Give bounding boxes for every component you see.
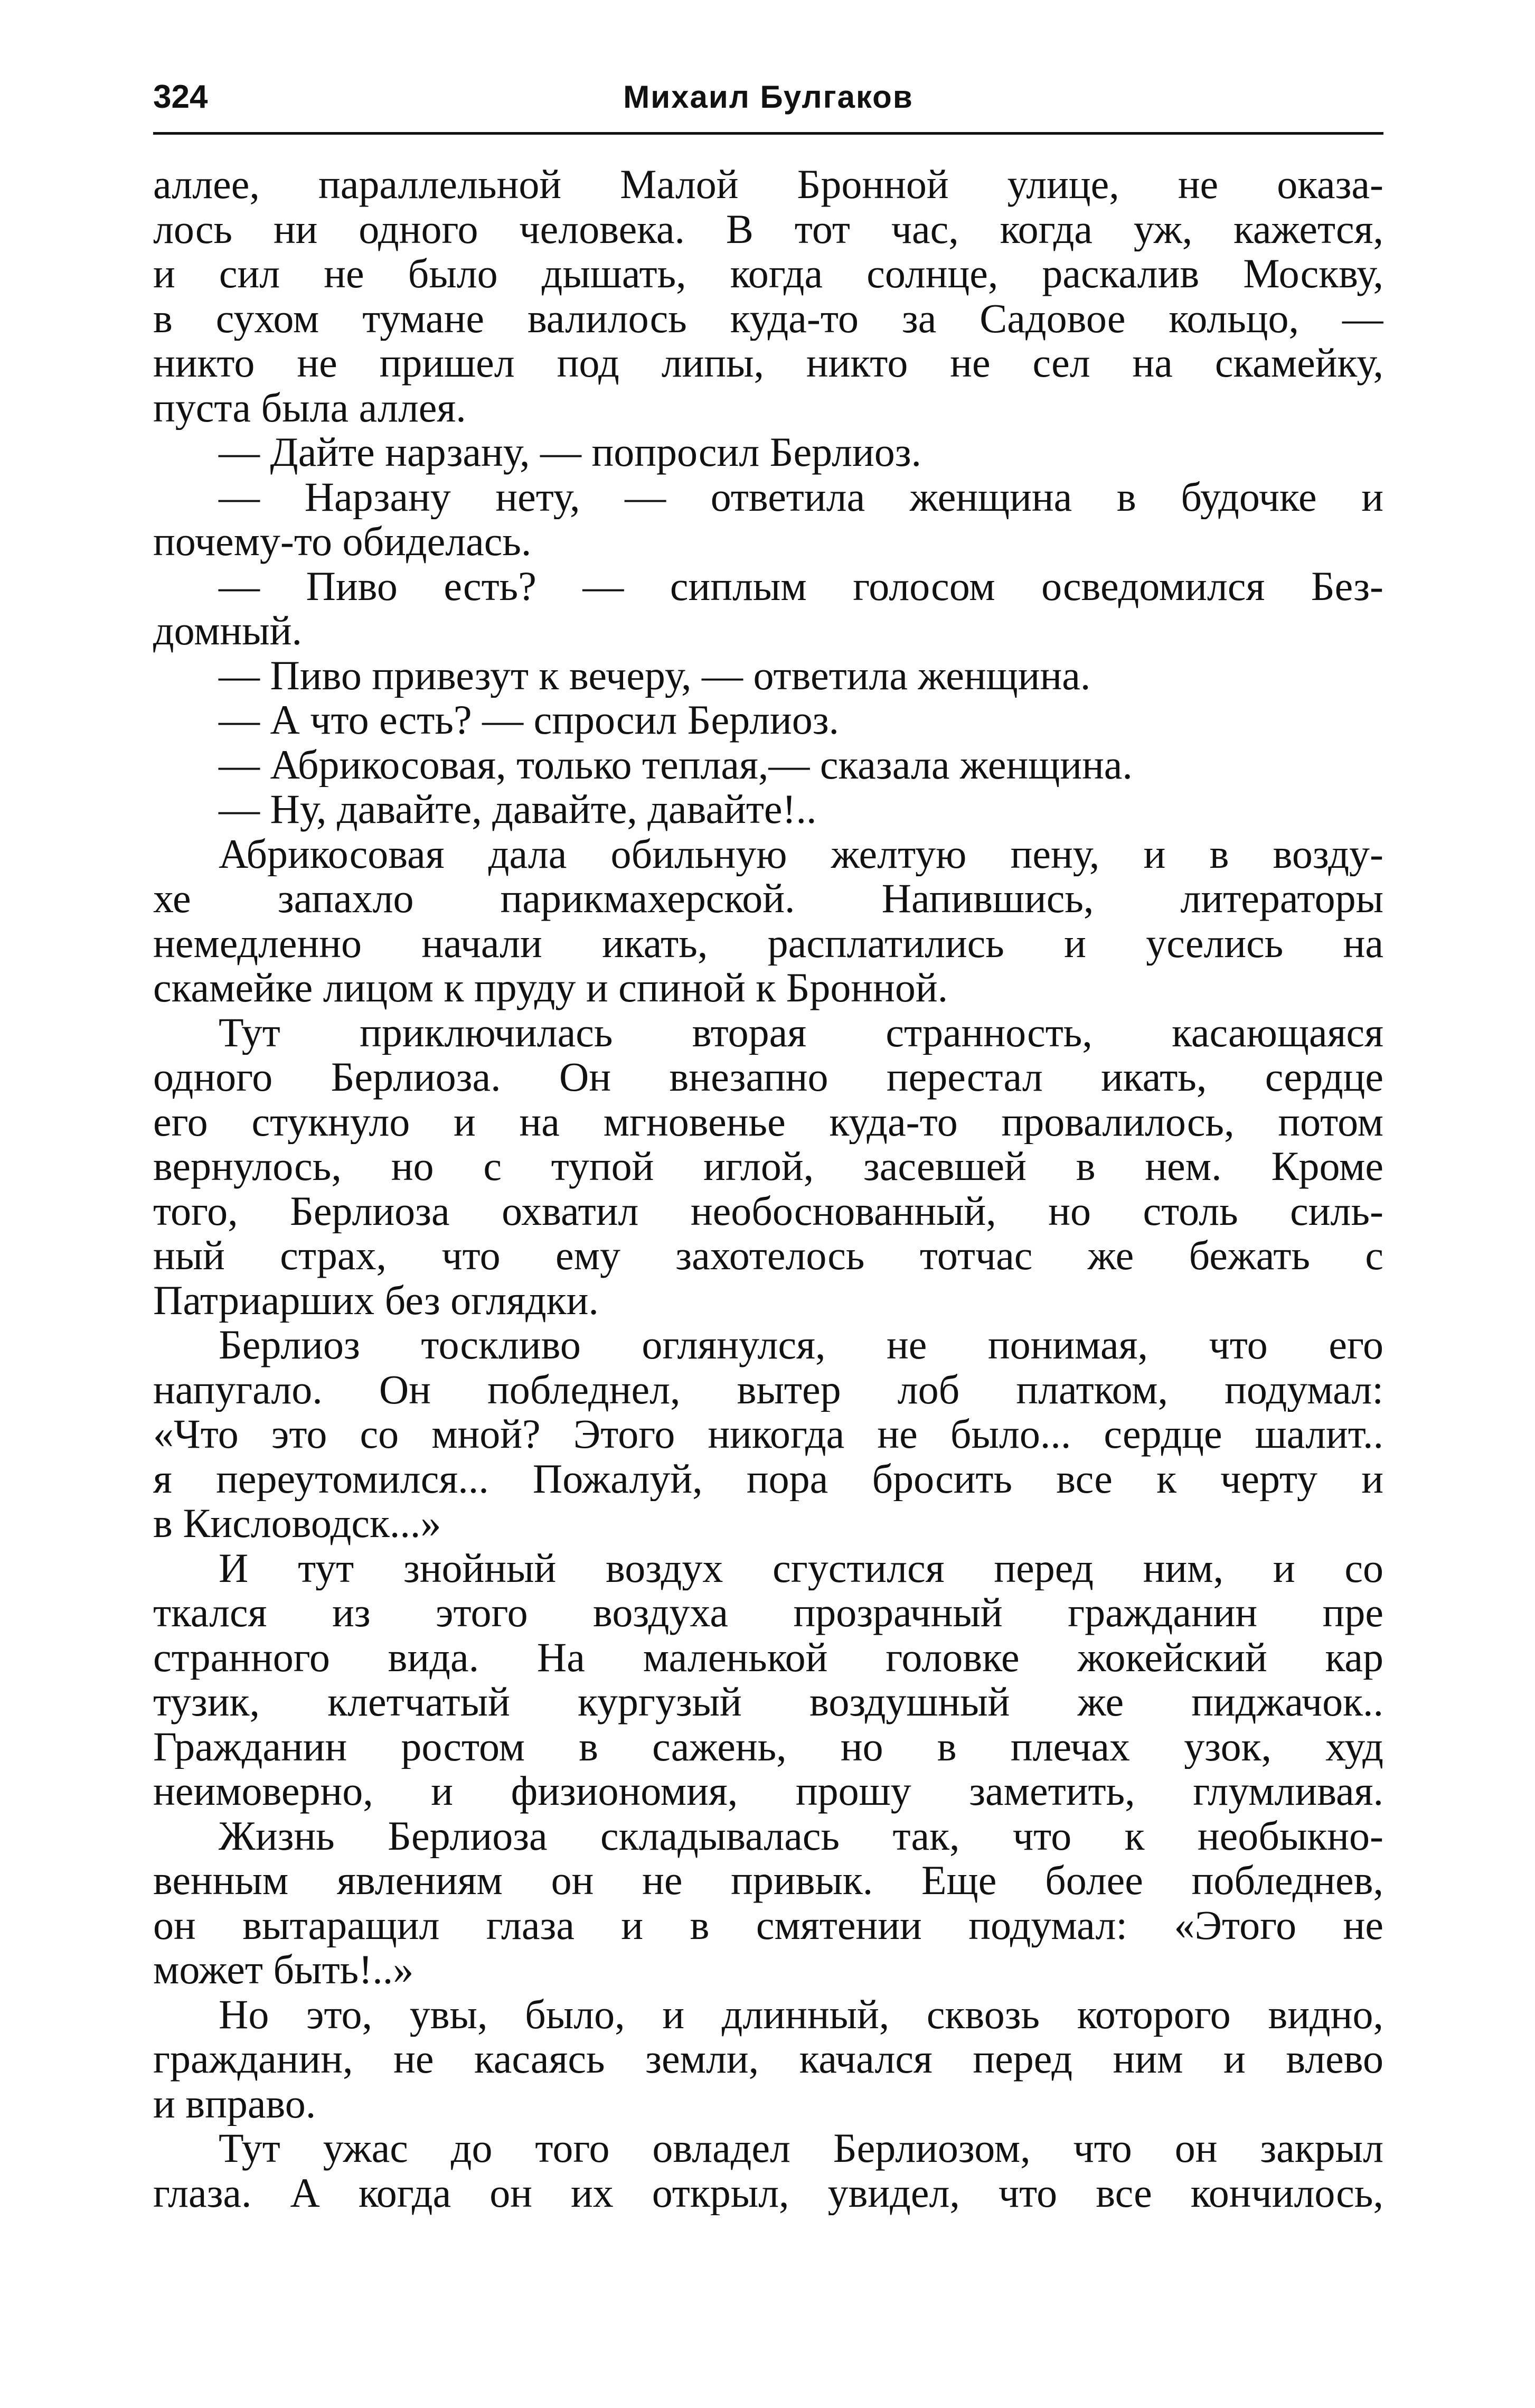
book-page	[153, 63, 1383, 2377]
text-line: Абрикосовая дала обильную желтую пену, и в возду-	[219, 831, 1383, 876]
text-line: Тут приключилась вторая странность, касающаяся	[219, 1010, 1383, 1055]
running-head-author: Михаил Булгаков	[623, 79, 914, 115]
text-line: Жизнь Берлиоза складывалась так, что к необыкно-	[219, 1813, 1383, 1858]
text-line: ткался из этого воздуха прозрачный гражданин пре	[153, 1590, 1383, 1635]
text-line: гражданин, не касаясь земли, качался перед ним и влево	[153, 2037, 1383, 2082]
text-line: Берлиоз тоскливо оглянулся, не понимая, что его	[219, 1323, 1383, 1367]
page-number: 324	[153, 79, 208, 115]
text-line: в сухом тумане валилось куда-то за Садовое кольцо, —	[153, 296, 1383, 341]
text-line: никто не пришел под липы, никто не сел на скамейку,	[153, 341, 1383, 386]
text-line: он вытаращил глаза и в смятении подумал: «Этого не	[153, 1903, 1383, 1947]
text-line: И тут знойный воздух сгустился перед ним, и со	[219, 1545, 1383, 1590]
text-line: — А что есть? — спросил Берлиоз.	[219, 698, 840, 743]
body-text	[153, 162, 1383, 2215]
text-line: я переутомился... Пожалуй, пора бросить все к черту и	[153, 1456, 1383, 1501]
text-line: Гражданин ростом в сажень, но в плечах узок, худ	[153, 1724, 1383, 1769]
text-line: пуста была аллея.	[153, 385, 466, 430]
text-line: — Дайте нарзану, — попросил Берлиоз.	[219, 430, 922, 475]
text-line: в Кисловодск...»	[153, 1501, 441, 1546]
text-line: аллее, параллельной Малой Бронной улице, не оказа-	[153, 162, 1383, 207]
text-line: хе запахло парикмахерской. Напившись, литераторы	[153, 876, 1383, 921]
text-line: — Пиво есть? — сиплым голосом осведомился Без-	[219, 564, 1383, 608]
text-line: скамейке лицом к пруду и спиной к Бронной.	[153, 966, 948, 1010]
text-line: его стукнуло и на мгновенье куда-то провалилось, потом	[153, 1099, 1383, 1144]
text-line: глаза. А когда он их открыл, увидел, что все кончилось,	[153, 2170, 1383, 2215]
text-line: ный страх, что ему захотелось тотчас же бежать с	[153, 1233, 1383, 1278]
text-line: странного вида. На маленькой головке жокейский кар	[153, 1635, 1383, 1680]
text-line: «Что это со мной? Этого никогда не было... сердце шалит..	[153, 1412, 1383, 1457]
running-head	[153, 63, 1383, 135]
text-line: напугало. Он побледнел, вытер лоб платком, подумал:	[153, 1367, 1383, 1412]
text-line: вернулось, но с тупой иглой, засевшей в нем. Кроме	[153, 1144, 1383, 1189]
text-line: немедленно начали икать, расплатились и уселись на	[153, 921, 1383, 966]
text-line: почему-то обиделась.	[153, 519, 532, 564]
text-line: — Абрикосовая, только теплая,— сказала женщина.	[219, 742, 1133, 787]
text-line: тузик, клетчатый кургузый воздушный же пиджачок..	[153, 1680, 1383, 1725]
text-line: — Нарзану нету, — ответила женщина в будочке и	[219, 474, 1383, 519]
text-line: может быть!..»	[153, 1947, 414, 1992]
text-line: одного Берлиоза. Он внезапно перестал икать, сердце	[153, 1055, 1383, 1100]
text-line: Но это, увы, было, и длинный, сквозь которого видно,	[219, 1992, 1383, 2037]
text-line: венным явлениям он не привык. Еще более побледнев,	[153, 1858, 1383, 1903]
text-line: — Пиво привезут к вечеру, — ответила женщина.	[219, 653, 1091, 698]
text-line: неимоверно, и физиономия, прошу заметить, глумливая.	[153, 1769, 1383, 1814]
text-line: Тут ужас до того овладел Берлиозом, что он закрыл	[219, 2126, 1383, 2171]
text-line: домный.	[153, 608, 302, 653]
text-line: и вправо.	[153, 2081, 316, 2126]
text-line: лось ни одного человека. В тот час, когда уж, кажется,	[153, 207, 1383, 251]
text-line: — Ну, давайте, давайте, давайте!..	[219, 787, 817, 832]
text-line: Патриарших без оглядки.	[153, 1278, 599, 1323]
text-line: того, Берлиоза охватил необоснованный, но столь силь-	[153, 1188, 1383, 1233]
text-line: и сил не было дышать, когда солнце, раскалив Москву,	[153, 251, 1383, 296]
